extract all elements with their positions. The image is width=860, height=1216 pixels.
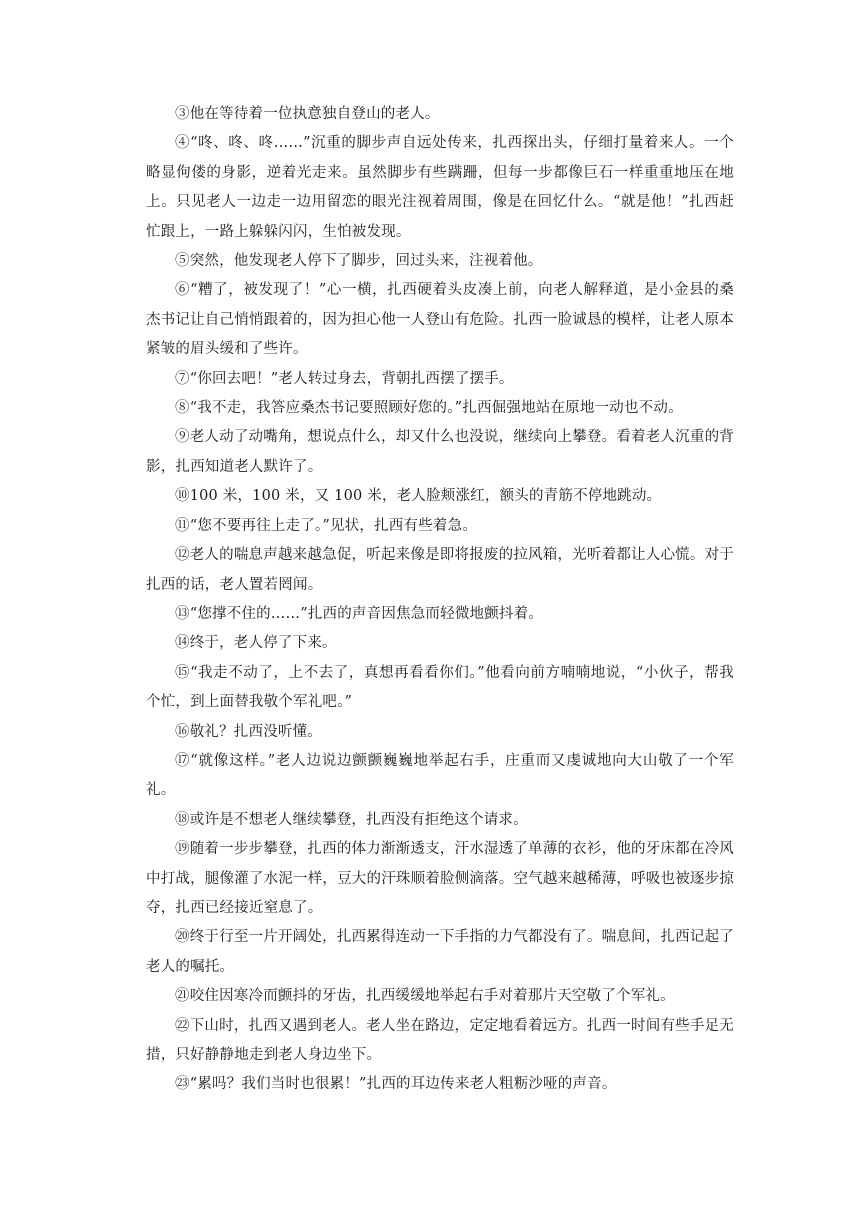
- paragraph-4: ④“咚、咚、咚……”沉重的脚步声自远处传来，扎西探出头，仔细打量着来人。一个略显佝偻的身影，逆着光走来。虽然脚步有些蹒跚，但每一步都像巨石一样重重地压在地上。只见老人一边走一边用留恋的眼光注视着周围，像是在回忆什么。“就是他！”扎西赶忙跟上，一路上躲躲闪闪，生怕被发现。: [146, 135, 734, 240]
- paragraph-6: ⑥“糟了，被发现了！”心一横，扎西硬着头皮凑上前，向老人解释道，是小金县的桑杰书记让自己悄悄跟着的，因为担心他一人登山有危险。扎西一脸诚恳的模样，让老人原本紧皱的眉头缓和了些许。: [146, 282, 734, 358]
- paragraph-15: ⑮“我走不动了，上不去了，真想再看看你们。”他看向前方喃喃地说，“小伙子，帮我个忙，到上面替我敬个军礼吧。”: [146, 664, 734, 711]
- paragraph-17: ⑰“就像这样。”老人边说边颤颤巍巍地举起右手，庄重而又虔诚地向大山敬了一个军礼。: [146, 752, 734, 799]
- paragraph-18: ⑱或许是不想老人继续攀登，扎西没有拒绝这个请求。: [175, 811, 528, 828]
- paragraph-11: ⑪“您不要再往上走了。”见状，扎西有些着急。: [175, 517, 477, 534]
- story-text: [146, 100, 734, 1100]
- paragraph-14: ⑭终于，老人停了下来。: [175, 635, 337, 652]
- paragraph-22: ㉒下山时，扎西又遇到老人。老人坐在路边，定定地看着远方。扎西一时间有些手足无措，只好静静地走到老人身边坐下。: [146, 1017, 734, 1063]
- paragraph-9: ⑨老人动了动嘴角，想说点什么，却又什么也没说，继续向上攀登。看着老人沉重的背影，扎西知道老人默许了。: [146, 429, 734, 475]
- paragraph-20: ⑳终于行至一片开阔处，扎西累得连动一下手指的力气都没有了。喘息间，扎西记起了老人的嘱托。: [146, 929, 734, 975]
- paragraph-5: ⑤突然，他发现老人停下了脚步，回过头来，注视着他。: [175, 253, 543, 270]
- paragraph-8: ⑧“我不走，我答应桑杰书记要照顾好您的。”扎西倔强地站在原地一动也不动。: [175, 400, 683, 417]
- paragraph-10: ⑩100 米，100 米，又 100 米，老人脸颊涨红，额头的青筋不停地跳动。: [175, 488, 662, 505]
- paragraph-3: ③他在等待着一位执意独自登山的老人。: [175, 106, 440, 122]
- paragraph-13: ⑬“您撑不住的……”扎西的声音因焦急而轻微地颤抖着。: [175, 605, 544, 622]
- paragraph-16: ⑯敬礼？扎西没听懂。: [175, 723, 322, 740]
- paragraph-21: ㉑咬住因寒冷而颤抖的牙齿，扎西缓缓地举起右手对着那片天空敬了个军礼。: [175, 988, 675, 1005]
- paragraph-19: ⑲随着一步步攀登，扎西的体力渐渐透支，汗水湿透了单薄的衣衫，他的牙床都在冷风中打战，腿像灌了水泥一样，豆大的汗珠顺着脸侧滴落。空气越来越稀薄，呼吸也被逐步掠夺，扎西已经接近窒息了。: [146, 841, 734, 916]
- paragraph-12: ⑫老人的喘息声越来越急促，听起来像是即将报废的拉风箱，光听着都让人心慌。对于扎西的话，老人置若罔闻。: [146, 547, 734, 593]
- paragraph-23: ㉓“累吗？我们当时也很累！”扎西的耳边传来老人粗粝沙哑的声音。: [175, 1076, 617, 1093]
- paragraph-7: ⑦“你回去吧！”老人转过身去，背朝扎西摆了摆手。: [175, 370, 514, 387]
